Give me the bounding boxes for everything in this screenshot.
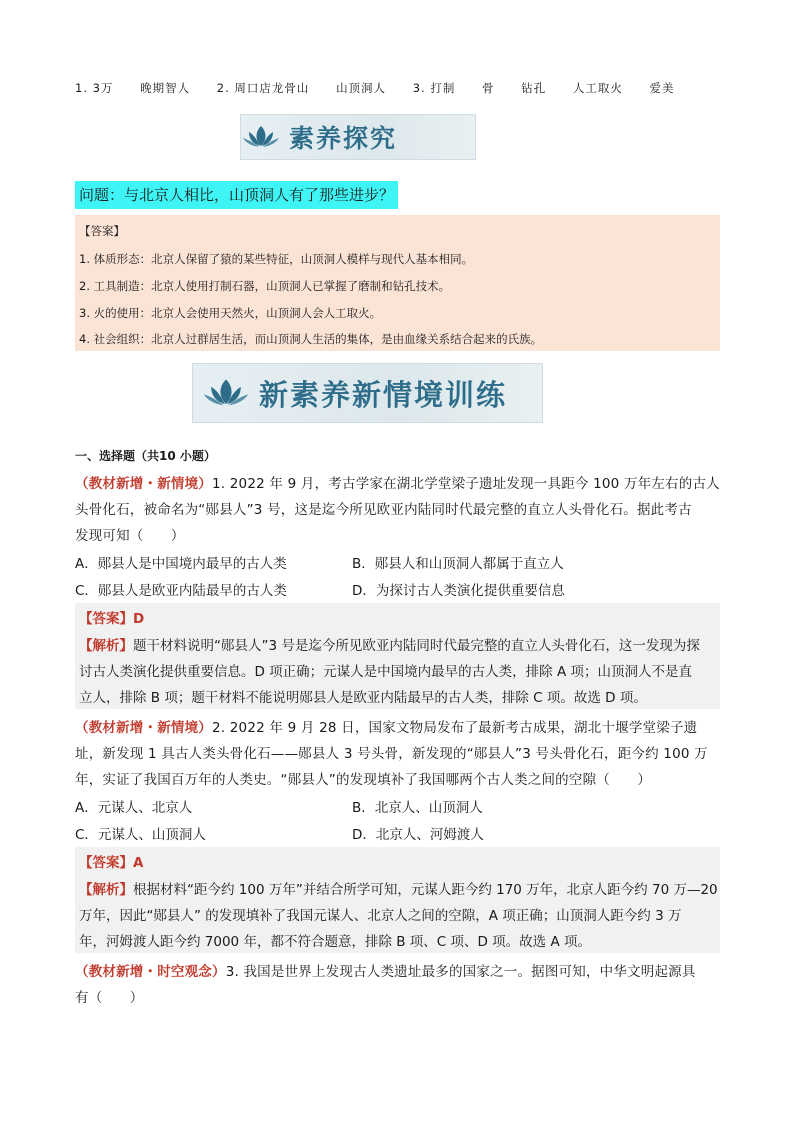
answer-token: 3. 打制 (412, 81, 456, 95)
analysis-line: 讨古人类演化提供重要信息。D 项正确；元谋人是中国境内最早的古人类，排除 A 项；山顶洞人不是直 (79, 664, 693, 680)
question-2-line: 年，实证了我国百万年的人类史。“郧县人”的发现填补了我国哪两个古人类之间的空隙（ ） (75, 772, 652, 788)
answer-item: 4. 社会组织：北京人过群居生活，而山顶洞人生活的集体，是由血缘关系结合起来的氏族。 (79, 332, 543, 346)
option-a: A．元谋人、北京人 (75, 800, 193, 816)
option-b: B．北京人、山顶洞人 (352, 800, 483, 816)
question-3-line: 有（ ） (75, 990, 144, 1006)
analysis-text: 根据材料“距今约 100 万年”并结合所学可知，元谋人距今约 170 万年，北京人距今约 70 万—20 (133, 882, 718, 898)
answer-token: 人工取火 (572, 81, 623, 95)
inquiry-question: 问题：与北京人相比，山顶洞人有了那些进步？ (75, 181, 398, 209)
answer-value: D (133, 611, 145, 627)
answer-value: A (133, 855, 144, 871)
section-banner-literacy (240, 114, 476, 160)
answer-label: 【答案】 (79, 855, 133, 871)
analysis-line: 万年，因此“郧县人” 的发现填补了我国元谋人、北京人之间的空隙，A 项正确；山顶洞人距今约 3 万 (79, 908, 682, 924)
answer-item: 2. 工具制造：北京人使用打制石器，山顶洞人已掌握了磨制和钻孔技术。 (79, 279, 451, 293)
analysis-label: 【解析】 (79, 882, 133, 898)
option-c: C．郧县人是欧亚内陆最早的古人类 (75, 583, 287, 599)
option-c: C．元谋人、山顶洞人 (75, 827, 206, 843)
lotus-icon (241, 124, 281, 150)
top-answer-line (75, 80, 735, 96)
option-d: D．为探讨古人类演化提供重要信息 (352, 583, 565, 599)
banner-title: 素养探究 (289, 124, 398, 153)
answer-token: 爱美 (649, 81, 675, 95)
banner-title: 新素养新情境训练 (259, 377, 508, 412)
option-b: B．郧县人和山顶洞人都属于直立人 (352, 556, 564, 572)
question-2-answer-block (75, 847, 720, 953)
answer-label: 【答案】 (79, 224, 125, 238)
question-text: 3. 我国是世界上发现古人类遗址最多的国家之一。据图可知，中华文明起源具 (225, 964, 696, 980)
inquiry-answer-box (75, 215, 720, 351)
question-tag: （教材新增・新情境） (75, 720, 212, 736)
answer-line (79, 851, 143, 871)
question-1-line: 发现可知（ ） (75, 528, 185, 544)
question-3-line (75, 960, 696, 980)
question-1-line (75, 472, 720, 492)
answer-token: 钻孔 (521, 81, 547, 95)
section-banner-training (192, 363, 543, 423)
analysis-text: 题干材料说明“郧县人”3 号是迄今所见欧亚内陆同时代最完整的直立人头骨化石，这一发现为探 (133, 638, 700, 654)
analysis-line (79, 878, 718, 898)
answer-line (79, 607, 144, 627)
answer-label: 【答案】 (79, 611, 133, 627)
answer-item: 1. 体质形态：北京人保留了猿的某些特征，山顶洞人模样与现代人基本相同。 (79, 252, 474, 266)
question-1-answer-block (75, 603, 720, 709)
answer-token: 山顶洞人 (336, 81, 387, 95)
analysis-label: 【解析】 (79, 638, 133, 654)
analysis-line: 年，河姆渡人距今约 7000 年，都不符合题意，排除 B 项、C 项、D 项。故选 A 项。 (79, 934, 592, 950)
question-text: 1. 2022 年 9 月，考古学家在湖北学堂梁子遗址发现一具距今 100 万年左右的古人 (212, 476, 720, 492)
question-tag: （教材新增・新情境） (75, 476, 212, 492)
option-d: D．北京人、河姆渡人 (352, 827, 484, 843)
section-title: 一、选择题（共10 小题） (75, 449, 216, 463)
question-1-line: 头骨化石，被命名为“郧县人”3 号，这是迄今所见欧亚内陆同时代最完整的直立人头骨化石。据此考古 (75, 502, 692, 518)
option-a: A．郧县人是中国境内最早的古人类 (75, 556, 287, 572)
answer-token: 1. 3万 (75, 81, 114, 95)
answer-token: 2. 周口店龙骨山 (216, 81, 310, 95)
analysis-line (79, 634, 700, 654)
question-2-line: 址，新发现 1 具古人类头骨化石——郧县人 3 号头骨，新发现的“郧县人”3 号头骨化石，距今约 100 万 (75, 746, 708, 762)
answer-token: 骨 (482, 81, 495, 95)
answer-item: 3. 火的使用：北京人会使用天然火，山顶洞人会人工取火。 (79, 306, 382, 320)
lotus-icon (201, 377, 251, 409)
question-2-line (75, 716, 697, 736)
question-text: 2. 2022 年 9 月 28 日，国家文物局发布了最新考古成果，湖北十堰学堂梁子遗 (212, 720, 698, 736)
answer-token: 晚期智人 (140, 81, 191, 95)
analysis-line: 立人，排除 B 项；题干材料不能说明郧县人是欧亚内陆最早的古人类，排除 C 项。故选 D 项。 (79, 690, 647, 706)
question-tag: （教材新增・时空观念） (75, 964, 226, 980)
